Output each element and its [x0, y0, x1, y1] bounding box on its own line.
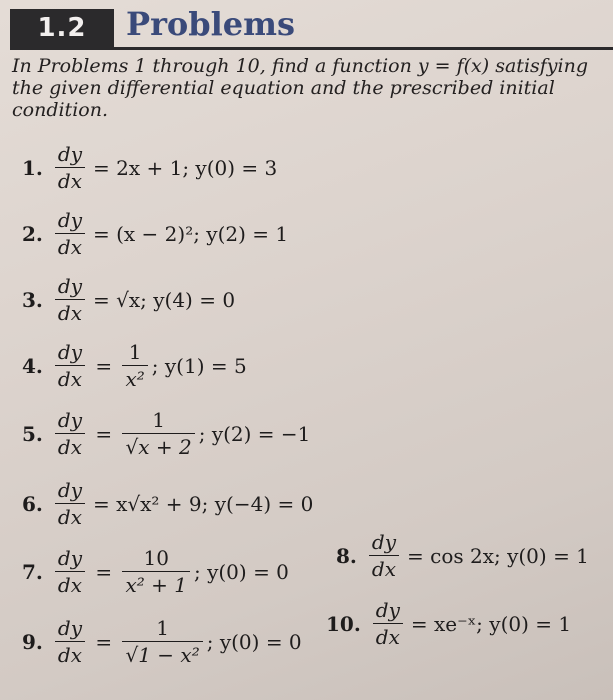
fraction-numerator: dy	[57, 478, 82, 502]
equation-rhs: ; y(2) = −1	[198, 421, 311, 446]
fraction-numerator: dy	[57, 208, 82, 232]
equation-rhs: = (x − 2)²; y(2) = 1	[93, 221, 289, 246]
derivative-fraction	[55, 616, 85, 667]
problem-number: 8.	[336, 543, 357, 568]
problem-number: 5.	[22, 421, 43, 446]
problem-number: 7.	[22, 559, 43, 584]
fraction-numerator: 1	[128, 340, 142, 364]
fraction-denominator: dx	[55, 365, 85, 391]
problem-number: 9.	[22, 629, 43, 654]
rhs-fraction	[122, 616, 202, 667]
problems-intro: In Problems 1 through 10, find a function y = f(x) satisfying the given differential equation and the prescribed initial condition.	[12, 55, 589, 121]
fraction-numerator: dy	[57, 546, 82, 570]
section-number-badge: 1.2	[10, 9, 114, 47]
fraction-denominator: dx	[55, 641, 85, 667]
header-rule	[10, 47, 613, 50]
fraction-denominator: x² + 1	[122, 571, 190, 597]
problem-5	[22, 408, 310, 459]
rhs-fraction	[122, 408, 194, 459]
problem-number: 3.	[22, 287, 43, 312]
fraction-denominator: dx	[55, 299, 85, 325]
fraction-numerator: dy	[57, 274, 82, 298]
derivative-fraction	[55, 208, 85, 259]
problem-9	[22, 616, 302, 667]
problem-3	[22, 274, 235, 325]
fraction-denominator: √1 − x²	[122, 641, 202, 667]
fraction-numerator: dy	[371, 530, 396, 554]
problem-number: 6.	[22, 491, 43, 516]
rhs-fraction	[122, 546, 190, 597]
equals-sign: =	[89, 629, 119, 654]
derivative-fraction	[55, 274, 85, 325]
problem-2	[22, 208, 288, 259]
fraction-denominator: dx	[55, 167, 85, 193]
fraction-numerator: dy	[57, 616, 82, 640]
fraction-numerator: dy	[57, 408, 82, 432]
fraction-denominator: dx	[55, 233, 85, 259]
equation-rhs: = x√x² + 9; y(−4) = 0	[93, 491, 314, 516]
problem-number: 1.	[22, 155, 43, 180]
fraction-numerator: dy	[57, 340, 82, 364]
section-title: Problems	[126, 5, 296, 43]
fraction-numerator: 1	[152, 408, 165, 432]
fraction-denominator: dx	[55, 503, 85, 529]
problem-7	[22, 546, 289, 597]
problem-number: 10.	[326, 611, 361, 636]
fraction-numerator: dy	[375, 598, 400, 622]
fraction-denominator: dx	[55, 571, 85, 597]
fraction-denominator: dx	[369, 555, 399, 581]
derivative-fraction	[55, 546, 85, 597]
equation-rhs: = xe⁻ˣ; y(0) = 1	[410, 611, 572, 636]
derivative-fraction	[55, 340, 85, 391]
problem-number: 2.	[22, 221, 43, 246]
problem-8	[336, 530, 589, 581]
equation-rhs: ; y(0) = 0	[206, 629, 302, 654]
equation-rhs: = cos 2x; y(0) = 1	[407, 543, 589, 568]
section-header	[0, 0, 613, 52]
derivative-fraction	[55, 142, 85, 193]
problem-1	[22, 142, 277, 193]
equals-sign: =	[89, 353, 119, 378]
equation-rhs: = 2x + 1; y(0) = 3	[93, 155, 278, 180]
derivative-fraction	[373, 598, 403, 649]
derivative-fraction	[55, 408, 85, 459]
equals-sign: =	[89, 559, 119, 584]
fraction-numerator: 1	[156, 616, 169, 640]
fraction-numerator: 10	[143, 546, 169, 570]
problem-4	[22, 340, 247, 391]
fraction-denominator: dx	[373, 623, 403, 649]
derivative-fraction	[55, 478, 85, 529]
fraction-denominator: dx	[55, 433, 85, 459]
equation-rhs: ; y(0) = 0	[193, 559, 289, 584]
equation-rhs: ; y(1) = 5	[151, 353, 247, 378]
equation-rhs: = √x; y(4) = 0	[93, 287, 236, 312]
rhs-fraction	[122, 340, 147, 391]
fraction-denominator: √x + 2	[122, 433, 194, 459]
problem-6	[22, 478, 313, 529]
equals-sign: =	[89, 421, 119, 446]
derivative-fraction	[369, 530, 399, 581]
problem-10	[326, 598, 571, 649]
problem-number: 4.	[22, 353, 43, 378]
fraction-numerator: dy	[57, 142, 82, 166]
fraction-denominator: x²	[122, 365, 147, 391]
